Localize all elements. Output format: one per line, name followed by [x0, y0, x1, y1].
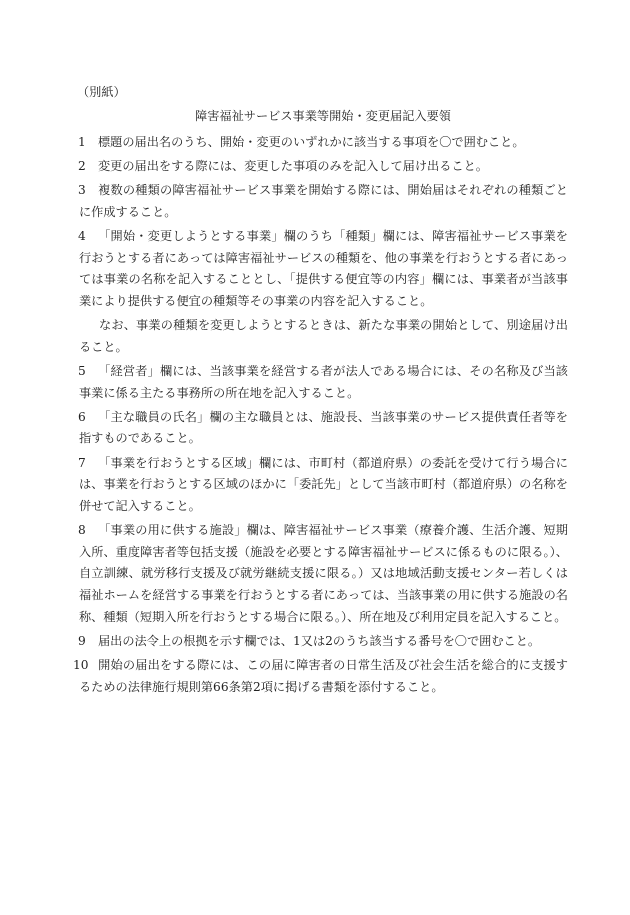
item-number: 4: [78, 228, 86, 243]
annex-label: （別紙）: [77, 85, 126, 99]
instruction-item-10: [70, 655, 568, 698]
item-number: 2: [78, 159, 86, 174]
item-text: 「経営者」欄には、当該事業を経営する者が法人である場合には、その名称及び当該事業に係る主たる事務所の所在地を記入すること。: [79, 363, 568, 400]
instruction-item-7: [70, 453, 568, 518]
item-text: 届出の法令上の根拠を示す欄では、1又は2のうち該当する番号を〇で囲むこと。: [98, 633, 541, 648]
item-number: 5: [78, 363, 86, 378]
item-text: 「開始・変更しようとする事業」欄のうち「種類」欄には、障害福祉サービス事業を行おうとする者にあっては障害福祉サービスの種類を、他の事業を行おうとする者にあっては事業の名称を記入することとし、「提供する便宜等の内容」欄には、事業者が当該事業により提供する便宜の種類等その事業の内容を記入すること。: [79, 228, 568, 309]
note-text: なお、事業の種類を変更しようとするときは、新たな事業の開始として、別途届け出ること。: [79, 318, 568, 354]
instruction-item-8: [70, 520, 568, 629]
item-text: 「主な職員の氏名」欄の主な職員とは、施設長、当該事業のサービス提供責任者等を指すものであること。: [79, 409, 568, 446]
item-text: 「事業の用に供する施設」欄は、障害福祉サービス事業（療養介護、生活介護、短期入所、重度障害者等包括支援（施設を必要とする障害福祉サービスに係るものに限る。）、自立訓練、就労移行支援及び就労継続支援に限る。）又は地域活動支援センター若しくは福祉ホームを経営する事業を行おうとする者にあっては、当該事業の用に供する施設の名称、種類（短期入所を行おうとする場合に限る。）、所在地及び利用定員を記入すること。: [79, 523, 568, 624]
item-text: 複数の種類の障害福祉サービス事業を開始する際には、開始届はそれぞれの種類ごとに作成すること。: [79, 183, 568, 219]
item-text: 変更の届出をする際には、変更した事項のみを記入して届け出ること。: [98, 159, 488, 174]
item-text: 開始の届出をする際には、この届に障害者の日常生活及び社会生活を総合的に支援するための法律施行規則第66条第2項に掲げる書類を添付すること。: [79, 658, 568, 694]
instruction-item-4: [70, 226, 568, 313]
item-text: 標題の届出名のうち、開始・変更のいずれかに該当する事項を〇で囲むこと。: [98, 135, 525, 149]
instruction-list: [70, 132, 568, 701]
item-number: 3: [78, 183, 86, 198]
instruction-item-5: [70, 361, 568, 404]
instruction-item-9: [70, 631, 568, 653]
item-number: 7: [78, 455, 86, 470]
item-number: 9: [78, 633, 86, 648]
item-number: 6: [78, 409, 86, 424]
item-number: 1: [78, 135, 86, 149]
instruction-note: [70, 315, 568, 358]
item-text: 「事業を行おうとする区域」欄には、市町村（都道府県）の委託を受けて行う場合には、事業を行おうとする区域のほかに「委託先」として当該市町村（都道府県）の名称を併せて記入すること。: [79, 455, 568, 513]
item-number: 8: [78, 523, 86, 538]
instruction-item-2: [70, 156, 568, 178]
item-number: 10: [73, 658, 89, 673]
instruction-item-3: [70, 180, 568, 223]
instruction-item-6: [70, 407, 568, 450]
instruction-item-1: [70, 132, 568, 154]
document-title: 障害福祉サービス事業等開始・変更届記入要領: [195, 109, 451, 123]
